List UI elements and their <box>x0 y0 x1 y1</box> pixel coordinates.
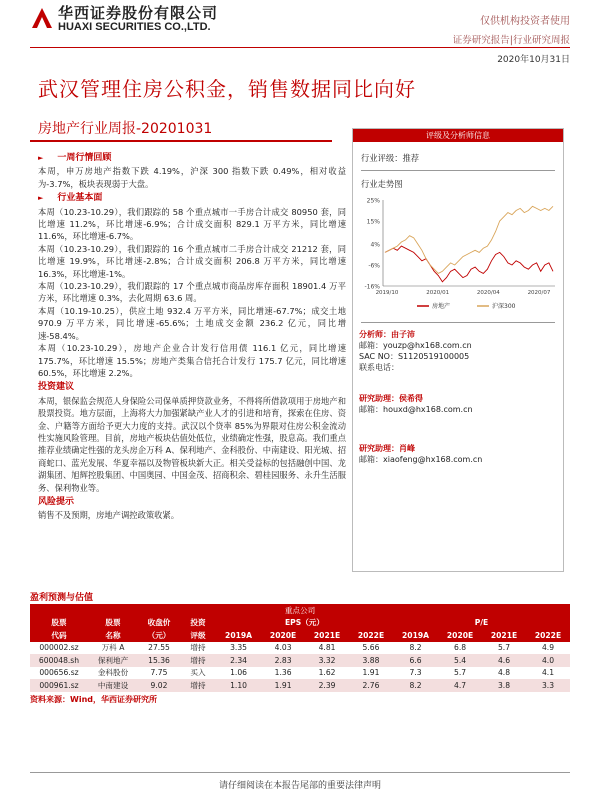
year-header: 2020E <box>261 629 305 642</box>
risk-heading: 风险提示 <box>38 496 75 507</box>
table-source: 资料来源：Wind，华西证券研究所 <box>30 694 157 704</box>
eps-value: 2.76 <box>349 679 393 692</box>
x-tick-label: 2020/07 <box>527 290 551 296</box>
forecast-table-section <box>30 590 570 705</box>
investment-text: 本周，银保监会规范人身保险公司保单质押贷款业务，不得将所借款项用于房地产和股票投资。地方层面，上海将大力加强紧缺产业人才的引进和培育，探索在住房、资金、户籍等方面给予更大力度的支持。武汉以个贷率 85%为界限对住房公积金流动性实施风险管理。目前，房地产板块估值处低位，业绩确定性强，股息高。我们重点推荐业绩确定性强的龙头房企万科 A、保利地产、金科股份、中南建设、阳光城、招商蛇口、蓝光发展、华夏幸福以及物管板块新大正。相关受益标的包括融创中国、龙湖集团、旭辉控股集团、中国奥园、中国金茂、招商积余、碧桂园服务、永升生活服务、保利物业等。 <box>38 395 346 493</box>
investment-rating: 买入 <box>180 667 216 680</box>
fundamentals-para: 本周（10.23-10.29），我们跟踪的 17 个重点城市商品房库存面积 18901.4 万平方米，环比增速 0.3%，去化周期 63.6 周。 <box>38 281 346 304</box>
stock-name: 中南建设 <box>88 679 138 692</box>
eps-value: 4.03 <box>261 642 305 655</box>
col-header: 名称 <box>88 629 138 642</box>
audience-note: 仅供机构投资者使用 <box>480 16 570 27</box>
bullet-triangle-icon: ► <box>38 154 44 162</box>
year-header: 2022E <box>349 629 393 642</box>
col-header: 股票 <box>30 617 88 630</box>
stock-code: 600048.sh <box>30 654 88 667</box>
eps-value: 1.91 <box>349 667 393 680</box>
x-tick-label: 2020/04 <box>476 290 500 296</box>
pe-value: 6.6 <box>393 654 438 667</box>
assistant-email[interactable]: 邮箱：xiaofeng@hx168.com.cn <box>359 455 483 464</box>
company-name-cn: 华西证券股份有限公司 <box>58 4 219 22</box>
pe-value: 8.2 <box>393 642 438 655</box>
sidebar-title-bar: 评级及分析师信息 <box>353 129 563 142</box>
pe-value: 8.2 <box>393 679 438 692</box>
series-line-real-estate <box>385 246 553 282</box>
industry-rating: 行业评级：推荐 <box>361 153 420 163</box>
analyst-sac: SAC NO：S1120519100005 <box>359 352 470 361</box>
bullet-triangle-icon: ► <box>38 194 44 203</box>
eps-value: 2.83 <box>261 654 305 667</box>
col-header: 股票 <box>88 617 138 630</box>
footer-divider <box>30 772 570 773</box>
eps-value: 3.35 <box>216 642 261 655</box>
report-title: 武汉管理住房公积金，销售数据同比向好 <box>38 77 416 101</box>
legend-label: 沪深300 <box>492 303 516 310</box>
pe-value: 5.7 <box>438 667 482 680</box>
investment-rating: 增持 <box>180 679 216 692</box>
table-row <box>30 679 570 692</box>
stock-name: 万科 A <box>88 642 138 655</box>
eps-value: 5.66 <box>349 642 393 655</box>
assistant-name: 研究助理：侯希得 <box>359 394 423 403</box>
eps-value: 2.34 <box>216 654 261 667</box>
year-header: 2021E <box>482 629 526 642</box>
analyst-name: 分析师：由子沛 <box>359 330 415 339</box>
main-content <box>38 150 346 522</box>
pe-value: 7.3 <box>393 667 438 680</box>
eps-value: 3.88 <box>349 654 393 667</box>
report-type: 证券研究报告|行业研究周报 <box>452 35 570 46</box>
y-tick-label: 4% <box>370 241 380 249</box>
fundamentals-para: 本周（10.23-10.29），我们跟踪的 58 个重点城市一手房合计成交 80950 套，同比增速 11.2%，环比增速-6.9%；合计成交面积 829.1 万平方米，同比增速 11.6%，环比增速-6.7%。 <box>38 206 346 242</box>
report-date: 2020年10月31日 <box>497 55 570 65</box>
col-header: P/E <box>393 617 570 630</box>
analyst-block <box>353 329 563 373</box>
company-name-en: HUAXI SECURITIES CO.,LTD. <box>58 21 211 33</box>
col-header: 评级 <box>180 629 216 642</box>
stock-code: 000656.sz <box>30 667 88 680</box>
table-row <box>30 667 570 680</box>
investment-rating: 增持 <box>180 642 216 655</box>
trend-label: 行业走势图 <box>361 179 403 189</box>
eps-value: 4.81 <box>305 642 349 655</box>
eps-value: 1.06 <box>216 667 261 680</box>
pe-value: 3.3 <box>526 679 570 692</box>
weekly-review-text: 本周，申万房地产指数下跌 4.19%，沪深 300 指数下跌 0.49%，相对收益为-3.7%，板块表现弱于大盘。 <box>38 166 346 189</box>
pe-value: 6.8 <box>438 642 482 655</box>
risk-text: 销售不及预期，房地产调控政策收紧。 <box>38 510 180 521</box>
sidebar-divider <box>361 322 555 323</box>
series-line-csi300 <box>385 206 553 273</box>
fundamentals-para: 本周（10.23-10.29），我们跟踪的 16 个重点城市二手房合计成交 21212 套，同比增速 19.9%，环比增速-2.8%；合计成交面积 206.8 万平方米，同比增速 16.3%，环比增速-1%。 <box>38 243 346 279</box>
assistant-name: 研究助理：肖峰 <box>359 444 415 453</box>
pe-value: 3.8 <box>482 679 526 692</box>
close-price: 27.55 <box>138 642 180 655</box>
report-subtitle: 房地产行业周报-20201031 <box>38 121 213 137</box>
close-price: 15.36 <box>138 654 180 667</box>
y-tick-label: -16% <box>364 283 380 291</box>
stock-name: 保利地产 <box>88 654 138 667</box>
col-header: 代码 <box>30 629 88 642</box>
y-tick-label: -6% <box>368 262 380 270</box>
rating-sidebar <box>352 128 564 572</box>
table-row <box>30 642 570 655</box>
eps-value: 3.32 <box>305 654 349 667</box>
assistant-block <box>353 443 563 465</box>
close-price: 9.02 <box>138 679 180 692</box>
year-header: 2019A <box>393 629 438 642</box>
eps-value: 1.91 <box>261 679 305 692</box>
pe-value: 5.7 <box>482 642 526 655</box>
investment-heading: 投资建议 <box>38 382 75 393</box>
eps-value: 1.10 <box>216 679 261 692</box>
legal-notice: 请仔细阅读在本报告尾部的重要法律声明 <box>218 781 381 791</box>
year-header: 2022E <box>526 629 570 642</box>
stock-code: 000002.sz <box>30 642 88 655</box>
pe-value: 5.4 <box>438 654 482 667</box>
eps-value: 2.39 <box>305 679 349 692</box>
pe-value: 4.8 <box>482 667 526 680</box>
year-header: 2021E <box>305 629 349 642</box>
weekly-review-heading: ► 一周行情回顾 <box>38 153 112 163</box>
table-row <box>30 654 570 667</box>
stock-name: 金科股份 <box>88 667 138 680</box>
table-title: 盈利预测与估值 <box>30 593 94 603</box>
x-tick-label: 2019/10 <box>375 290 399 296</box>
analyst-phone: 联系电话： <box>359 363 399 372</box>
pe-value: 4.1 <box>526 667 570 680</box>
year-header: 2019A <box>216 629 261 642</box>
eps-value: 1.62 <box>305 667 349 680</box>
eps-value: 1.36 <box>261 667 305 680</box>
pe-value: 4.6 <box>482 654 526 667</box>
fundamentals-heading: ► 行业基本面 <box>38 193 103 204</box>
header-divider <box>30 47 570 48</box>
forecast-table <box>30 604 570 692</box>
fundamentals-para: 本周（10.19-10.25），供应土地 932.4 万平方米，同比增速-67.7%；成交土地 970.9 万平方米，同比增速-65.6%；土地成交金额 236.2 亿元，同比增速-58.4%。 <box>38 305 346 341</box>
col-header: （元） <box>138 629 180 642</box>
y-tick-label: 15% <box>366 218 380 226</box>
table-band: 重点公司 <box>30 604 570 617</box>
col-header: 收盘价 <box>138 617 180 630</box>
stock-code: 000961.sz <box>30 679 88 692</box>
pe-value: 4.0 <box>526 654 570 667</box>
close-price: 7.75 <box>138 667 180 680</box>
investment-rating: 增持 <box>180 654 216 667</box>
fundamentals-para: 本周（10.23-10.29），房地产企业合计发行信用债 116.1 亿元，同比增速 175.7%，环比增速 15.5%；房地产类集合信托合计发行 175.7 亿元，同比增速 60.5%，环比增速 2.2%。 <box>38 343 346 378</box>
col-header: EPS（元） <box>216 617 393 630</box>
subtitle-divider <box>30 140 332 142</box>
analyst-email[interactable]: 邮箱：youzp@hx168.com.cn <box>359 341 472 350</box>
assistant-email[interactable]: 邮箱：houxd@hx168.com.cn <box>359 405 473 414</box>
x-tick-label: 2020/01 <box>426 290 450 296</box>
huaxi-logo-icon <box>30 6 54 30</box>
col-header: 投资 <box>180 617 216 630</box>
pe-value: 4.9 <box>526 642 570 655</box>
y-tick-label: 25% <box>366 197 380 205</box>
industry-trend-chart <box>357 194 561 314</box>
pe-value: 4.7 <box>438 679 482 692</box>
year-header: 2020E <box>438 629 482 642</box>
legend-label: 房地产 <box>432 303 451 310</box>
assistant-block <box>353 393 563 415</box>
